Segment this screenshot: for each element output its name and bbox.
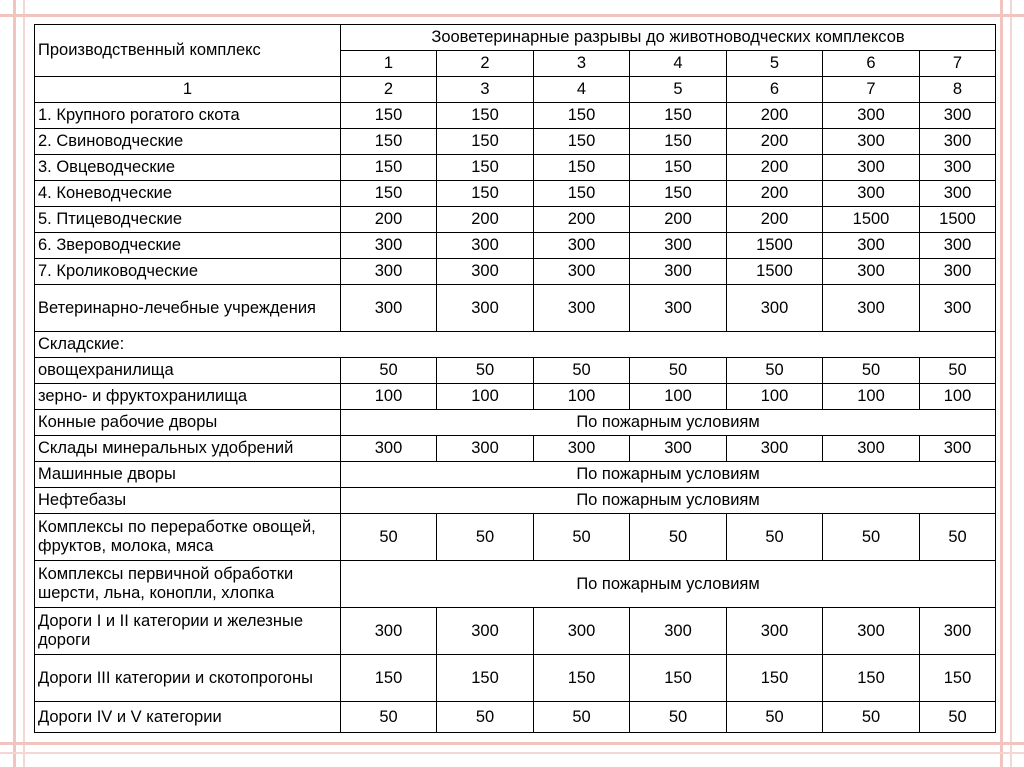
distance-cell: 200 xyxy=(727,181,823,207)
distance-cell: 150 xyxy=(341,129,437,155)
row-label: Дороги III категории и скотопрогоны xyxy=(35,655,341,702)
distance-cell: 50 xyxy=(727,514,823,561)
distance-cell: 150 xyxy=(534,655,630,702)
row-label: Машинные дворы xyxy=(35,462,341,488)
table-row xyxy=(35,702,996,733)
distance-cell: 100 xyxy=(727,384,823,410)
distance-cell: 150 xyxy=(534,103,630,129)
table-row xyxy=(35,488,996,514)
column-number: 6 xyxy=(727,77,823,103)
distance-cell: 50 xyxy=(437,702,534,733)
table-row xyxy=(35,129,996,155)
distance-cell: 50 xyxy=(920,514,996,561)
distance-cell: 1500 xyxy=(823,207,920,233)
distance-cell: 200 xyxy=(727,103,823,129)
table-row xyxy=(35,332,996,358)
row-label: 7. Кролиководческие xyxy=(35,259,341,285)
row-label: Комплексы по переработке овощей, фруктов, молока, мяса xyxy=(35,514,341,561)
distance-cell: 100 xyxy=(630,384,727,410)
distance-cell: 50 xyxy=(630,702,727,733)
distance-cell: 300 xyxy=(630,285,727,332)
distance-cell: 300 xyxy=(727,285,823,332)
column-number: 8 xyxy=(920,77,996,103)
table-row xyxy=(35,285,996,332)
distance-cell: 300 xyxy=(534,259,630,285)
table-row xyxy=(35,103,996,129)
distance-cell: 300 xyxy=(920,233,996,259)
distance-cell: 150 xyxy=(341,155,437,181)
row-label: 4. Коневодческие xyxy=(35,181,341,207)
distance-cell: 300 xyxy=(630,259,727,285)
table-row xyxy=(35,384,996,410)
row-label: 6. Звероводческие xyxy=(35,233,341,259)
distance-cell: 300 xyxy=(534,233,630,259)
distance-cell: 50 xyxy=(823,358,920,384)
merged-condition-cell: По пожарным условиям xyxy=(341,410,996,436)
distance-cell: 300 xyxy=(920,436,996,462)
distance-cell: 300 xyxy=(823,155,920,181)
table-row xyxy=(35,410,996,436)
distance-cell: 100 xyxy=(534,384,630,410)
complex-number: 1 xyxy=(341,51,437,77)
complex-number: 3 xyxy=(534,51,630,77)
distance-cell: 300 xyxy=(823,608,920,655)
distance-cell: 150 xyxy=(727,655,823,702)
distance-cell: 300 xyxy=(823,436,920,462)
row-label: Нефтебазы xyxy=(35,488,341,514)
row-label: Конные рабочие дворы xyxy=(35,410,341,436)
frame-line xyxy=(0,14,1024,17)
distance-cell: 50 xyxy=(534,358,630,384)
distance-cell: 150 xyxy=(630,655,727,702)
distance-cell: 300 xyxy=(437,259,534,285)
distances-table xyxy=(34,24,996,733)
table-row xyxy=(35,655,996,702)
distance-cell: 150 xyxy=(630,155,727,181)
distance-cell: 150 xyxy=(341,181,437,207)
distance-cell: 300 xyxy=(920,155,996,181)
column-number: 3 xyxy=(437,77,534,103)
distance-cell: 300 xyxy=(341,259,437,285)
distance-cell: 150 xyxy=(437,155,534,181)
distance-cell: 300 xyxy=(920,259,996,285)
header-row xyxy=(35,25,996,51)
distance-cell: 300 xyxy=(727,608,823,655)
distance-cell: 300 xyxy=(437,608,534,655)
complex-number: 7 xyxy=(920,51,996,77)
distance-cell: 150 xyxy=(437,129,534,155)
merged-condition-cell: По пожарным условиям xyxy=(341,462,996,488)
distance-cell: 50 xyxy=(437,514,534,561)
table-row xyxy=(35,436,996,462)
distance-cell: 300 xyxy=(823,129,920,155)
distance-cell: 50 xyxy=(341,514,437,561)
distance-cell: 300 xyxy=(630,233,727,259)
distance-cell: 50 xyxy=(534,514,630,561)
distance-cell: 150 xyxy=(437,655,534,702)
distance-cell: 50 xyxy=(341,702,437,733)
distance-cell: 300 xyxy=(437,233,534,259)
table-row xyxy=(35,181,996,207)
distance-cell: 1500 xyxy=(727,233,823,259)
distance-cell: 300 xyxy=(534,608,630,655)
distance-cell: 100 xyxy=(437,384,534,410)
distance-cell: 300 xyxy=(727,436,823,462)
frame-line xyxy=(1000,0,1003,767)
complex-number: 4 xyxy=(630,51,727,77)
distance-cell: 300 xyxy=(534,285,630,332)
distance-cell: 300 xyxy=(437,436,534,462)
row-label: Комплексы первичной обработки шерсти, льна, конопли, хлопка xyxy=(35,561,341,608)
distance-cell: 50 xyxy=(727,702,823,733)
table-row xyxy=(35,207,996,233)
distance-cell: 50 xyxy=(920,358,996,384)
distance-cell: 200 xyxy=(727,129,823,155)
column-number: 1 xyxy=(35,77,341,103)
row-label: 3. Овцеводческие xyxy=(35,155,341,181)
table-row xyxy=(35,233,996,259)
column-number-row xyxy=(35,77,996,103)
distance-cell: 150 xyxy=(920,655,996,702)
table-row xyxy=(35,608,996,655)
distance-cell: 1500 xyxy=(920,207,996,233)
frame-line xyxy=(23,0,25,767)
distance-cell: 150 xyxy=(534,155,630,181)
distance-cell: 50 xyxy=(437,358,534,384)
complex-number: 2 xyxy=(437,51,534,77)
distance-cell: 300 xyxy=(823,233,920,259)
distance-cell: 150 xyxy=(823,655,920,702)
distance-cell: 300 xyxy=(534,436,630,462)
row-label: Ветеринарно-лечебные учреждения xyxy=(35,285,341,332)
table-row xyxy=(35,259,996,285)
distance-cell: 300 xyxy=(341,285,437,332)
distance-cell: 300 xyxy=(920,103,996,129)
merged-condition-cell: По пожарным условиям xyxy=(341,561,996,608)
distance-cell: 150 xyxy=(630,129,727,155)
distance-cell: 150 xyxy=(341,655,437,702)
distance-cell: 150 xyxy=(630,181,727,207)
distance-cell: 50 xyxy=(823,702,920,733)
complex-number: 5 xyxy=(727,51,823,77)
frame-line xyxy=(0,742,1024,745)
row-label: 5. Птицеводческие xyxy=(35,207,341,233)
distance-cell: 300 xyxy=(920,608,996,655)
distance-cell: 100 xyxy=(920,384,996,410)
distance-cell: 300 xyxy=(823,181,920,207)
distance-cell: 200 xyxy=(437,207,534,233)
distance-cell: 300 xyxy=(823,259,920,285)
distance-cell: 100 xyxy=(341,384,437,410)
distance-cell: 300 xyxy=(341,233,437,259)
column-number: 7 xyxy=(823,77,920,103)
distance-cell: 50 xyxy=(630,514,727,561)
distance-cell: 200 xyxy=(630,207,727,233)
distance-cell: 50 xyxy=(823,514,920,561)
distance-cell: 150 xyxy=(630,103,727,129)
table-row xyxy=(35,561,996,608)
column-number: 5 xyxy=(630,77,727,103)
table-row xyxy=(35,358,996,384)
frame-line xyxy=(1010,0,1012,767)
table-row xyxy=(35,155,996,181)
distance-cell: 150 xyxy=(437,181,534,207)
distance-cell: 300 xyxy=(920,129,996,155)
row-label: зерно- и фруктохранилища xyxy=(35,384,341,410)
distance-cell: 300 xyxy=(823,103,920,129)
distance-cell: 150 xyxy=(341,103,437,129)
column-number: 4 xyxy=(534,77,630,103)
row-label: Дороги IV и V категории xyxy=(35,702,341,733)
distance-cell: 200 xyxy=(727,207,823,233)
merged-condition-cell: По пожарным условиям xyxy=(341,488,996,514)
distance-cell: 300 xyxy=(823,285,920,332)
production-complex-header: Производственный комплекс xyxy=(35,25,341,77)
distance-cell: 50 xyxy=(630,358,727,384)
row-label: Складские: xyxy=(35,332,996,358)
distance-cell: 50 xyxy=(727,358,823,384)
frame-line xyxy=(0,752,1024,754)
distance-cell: 150 xyxy=(534,181,630,207)
distance-cell: 50 xyxy=(920,702,996,733)
distance-cell: 150 xyxy=(534,129,630,155)
distance-cell: 150 xyxy=(437,103,534,129)
distance-cell: 200 xyxy=(534,207,630,233)
row-label: Дороги I и II категории и железные дороги xyxy=(35,608,341,655)
distance-cell: 300 xyxy=(630,608,727,655)
distance-cell: 300 xyxy=(437,285,534,332)
distance-cell: 300 xyxy=(341,608,437,655)
table-row xyxy=(35,514,996,561)
table-row xyxy=(35,462,996,488)
distance-cell: 1500 xyxy=(727,259,823,285)
complex-number: 6 xyxy=(823,51,920,77)
distance-cell: 200 xyxy=(727,155,823,181)
distance-cell: 50 xyxy=(341,358,437,384)
distance-cell: 300 xyxy=(630,436,727,462)
row-label: овощехранилища xyxy=(35,358,341,384)
column-number: 2 xyxy=(341,77,437,103)
distance-cell: 200 xyxy=(341,207,437,233)
row-label: 1. Крупного рогатого скота xyxy=(35,103,341,129)
distances-title: Зооветеринарные разрывы до животноводческих комплексов xyxy=(341,25,996,51)
distance-cell: 300 xyxy=(341,436,437,462)
row-label: 2. Свиноводческие xyxy=(35,129,341,155)
distance-cell: 100 xyxy=(823,384,920,410)
distance-cell: 50 xyxy=(534,702,630,733)
row-label: Склады минеральных удобрений xyxy=(35,436,341,462)
frame-line xyxy=(13,0,16,767)
distance-cell: 300 xyxy=(920,285,996,332)
distance-cell: 300 xyxy=(920,181,996,207)
